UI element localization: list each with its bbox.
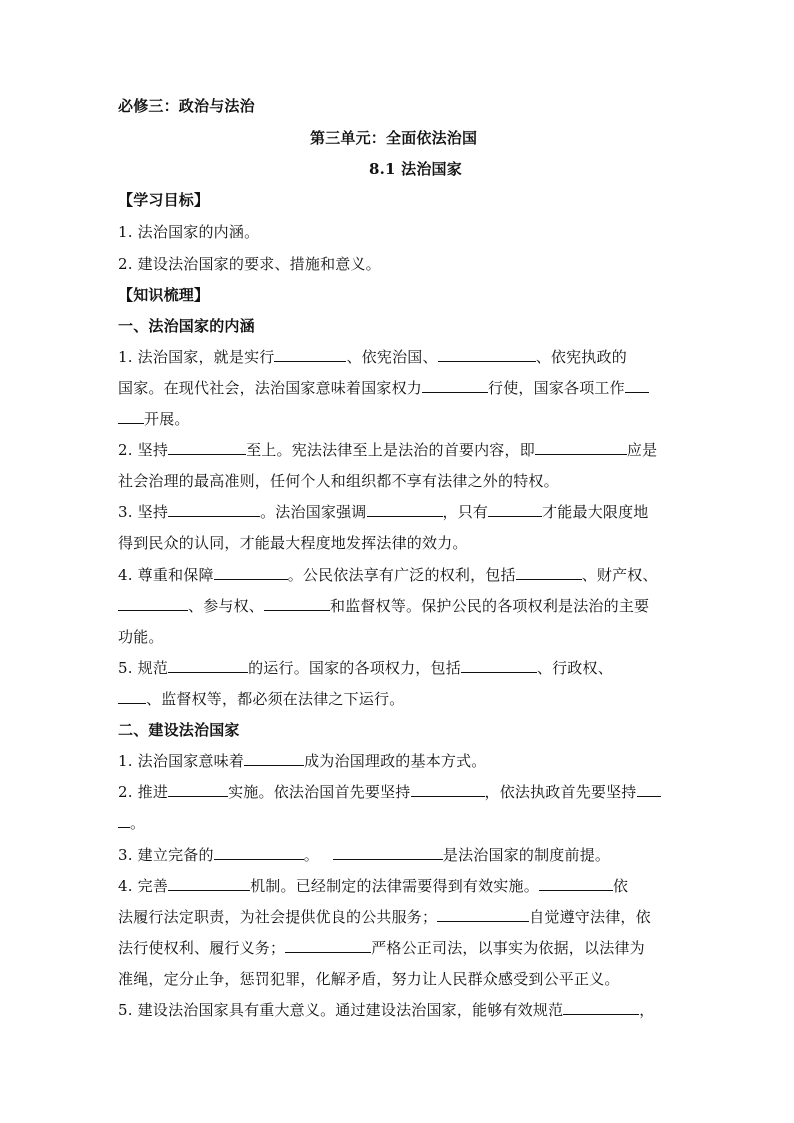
text-line: 1. 法治国家，就是实行 、依宪治国、 、依宪执政的 bbox=[118, 348, 627, 366]
fill-blank[interactable] bbox=[168, 502, 260, 517]
fill-blank[interactable] bbox=[264, 596, 330, 611]
text-line: 国家。在现代社会，法治国家意味着国家权力 行使，国家各项工作 bbox=[118, 378, 649, 398]
fill-blank[interactable] bbox=[244, 751, 304, 766]
fill-blank[interactable] bbox=[168, 876, 250, 891]
fill-blank[interactable] bbox=[563, 1000, 639, 1015]
lesson-title: 8.1 法治国家 bbox=[369, 160, 462, 178]
text-line: 得到民众的认同，才能最大程度地发挥法律的效力。 bbox=[118, 534, 468, 552]
fill-blank[interactable] bbox=[461, 658, 537, 673]
section-2-title: 二、建设法治国家 bbox=[118, 721, 240, 739]
fill-blank[interactable] bbox=[118, 689, 146, 704]
unit-title: 第三单元：全面依法治国 bbox=[310, 129, 478, 147]
text-line: 、参与权、 和监督权等。保护公民的各项权利是法治的主要 bbox=[118, 596, 649, 616]
goal-item: 2. 建设法治国家的要求、措施和意义。 bbox=[118, 255, 381, 273]
fill-blank[interactable] bbox=[285, 938, 371, 953]
fill-blank[interactable] bbox=[539, 876, 613, 891]
text-line: 2. 推进 实施。依法治国首先要坚持 ，依法执政首先要坚持 bbox=[118, 782, 661, 802]
fill-blank[interactable] bbox=[214, 565, 288, 580]
text-line: 3. 坚持 。法治国家强调 ，只有 才能最大限度地 bbox=[118, 503, 649, 521]
text-line: 2. 坚持 至上。宪法法律至上是法治的首要内容，即 应是 bbox=[118, 441, 658, 459]
fill-blank[interactable] bbox=[118, 409, 144, 424]
text-line: 1. 法治国家意味着 成为治国理政的基本方式。 bbox=[118, 752, 487, 770]
section-1-title: 一、法治国家的内涵 bbox=[118, 317, 255, 335]
fill-blank[interactable] bbox=[437, 907, 529, 922]
fill-blank[interactable] bbox=[488, 502, 542, 517]
fill-blank[interactable] bbox=[516, 565, 582, 580]
text-line: 4. 尊重和保障 。公民依法享有广泛的权利，包括 、财产权、 bbox=[118, 566, 658, 584]
text-line: 5. 规范 的运行。国家的各项权力，包括 、行政权、 bbox=[118, 659, 613, 677]
fill-blank[interactable] bbox=[118, 596, 188, 611]
text-line: 法行使权利、履行义务； 严格公正司法，以事实为依据，以法律为 bbox=[118, 939, 645, 957]
text-line: 3. 建立完备的 。 是法治国家的制度前提。 bbox=[118, 846, 611, 864]
fill-blank[interactable] bbox=[168, 440, 246, 455]
text-line: 社会治理的最高准则，任何个人和组织都不享有法律之外的特权。 bbox=[118, 472, 559, 490]
knowledge-heading: 【知识梳理】 bbox=[118, 286, 210, 304]
fill-blank[interactable] bbox=[438, 347, 536, 362]
fill-blank[interactable] bbox=[367, 502, 443, 517]
course-title: 必修三：政治与法治 bbox=[118, 97, 255, 115]
fill-blank[interactable] bbox=[333, 845, 443, 860]
goal-item: 1. 法治国家的内涵。 bbox=[118, 223, 260, 241]
fill-blank[interactable] bbox=[168, 658, 248, 673]
text-line: 4. 完善 机制。已经制定的法律需要得到有效实施。 依 bbox=[118, 877, 629, 895]
fill-blank[interactable] bbox=[274, 347, 346, 362]
text-line: 。 bbox=[118, 813, 145, 833]
text-line: 功能。 bbox=[118, 628, 164, 646]
fill-blank[interactable] bbox=[168, 782, 228, 797]
fill-blank[interactable] bbox=[535, 440, 627, 455]
text-line: 开展。 bbox=[118, 409, 190, 429]
fill-blank[interactable] bbox=[118, 813, 130, 828]
goals-heading: 【学习目标】 bbox=[118, 191, 210, 209]
text-line: 准绳，定分止争，惩罚犯罪，化解矛盾，努力让人民群众感受到公平正义。 bbox=[118, 970, 620, 988]
fill-blank[interactable] bbox=[422, 378, 488, 393]
text-line: 法履行法定职责，为社会提供优良的公共服务； 自觉遵守法律，依 bbox=[118, 908, 651, 926]
fill-blank[interactable] bbox=[625, 378, 649, 393]
fill-blank[interactable] bbox=[411, 782, 485, 797]
text-line: 、监督权等，都必须在法律之下运行。 bbox=[118, 689, 404, 709]
text-line: 5. 建设法治国家具有重大意义。通过建设法治国家，能够有效规范 ， bbox=[118, 1001, 655, 1019]
fill-blank[interactable] bbox=[637, 782, 661, 797]
fill-blank[interactable] bbox=[214, 845, 304, 860]
